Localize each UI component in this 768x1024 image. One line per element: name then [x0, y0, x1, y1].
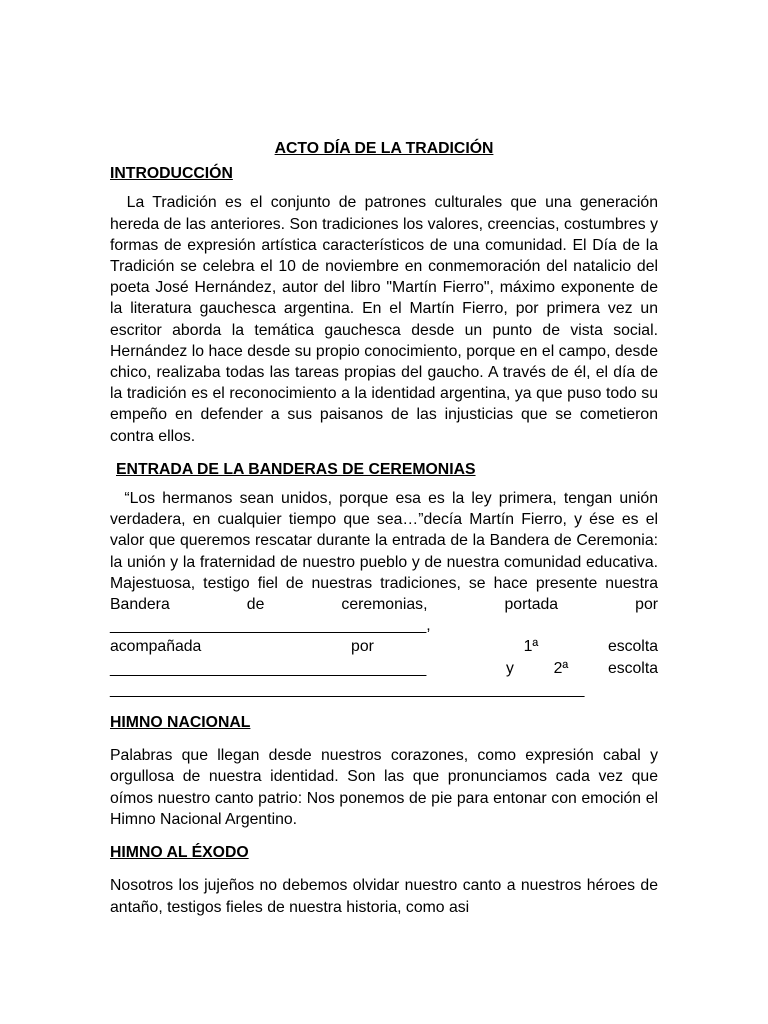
paragraph-himno-exodo: Nosotros los jujeños no debemos olvidar nuestro canto a nuestros héroes de antaño, testigos fieles de nuestra historia, como asi [110, 877, 658, 916]
blank-escolta-2: ______________________________________________________ [110, 680, 585, 698]
word-acompanada: acompañada [110, 638, 202, 656]
word-segunda: 2ª [553, 659, 569, 677]
heading-introduccion: INTRODUCCIÓN [110, 165, 233, 183]
paragraph-himno-nacional: Palabras que llegan desde nuestros corazones, como expresión cabal y orgullosa de nuestra identidad. Son las que pronunciamos cada vez que oímos nuestro canto patrio: Nos ponemos de pie para entonar con emoción el Himno Nacional Argentino. [110, 747, 658, 828]
word-y: y [505, 659, 514, 677]
escolta-line-1 [110, 636, 658, 657]
word-escolta-1: escolta [607, 638, 658, 656]
document-title: ACTO DÍA DE LA TRADICIÓN [274, 140, 494, 157]
paragraph-entrada-banderas: “Los hermanos sean unidos, porque esa es la ley primera, tengan unión verdadera, en cualquier tiempo que sea…”decía Martín Fierro, y ése es el valor que queremos rescatar durante la entrada de la Bandera de Ceremonia: la unión y la fraternidad de nuestro pueblo y de nuestra comunidad educativa. Majestuosa, testigo fiel de nuestras tradiciones, se hace presente nuestra Bandera de ceremonias, portada por ____________________________________, [110, 490, 658, 635]
word-primera: 1ª [523, 638, 539, 656]
document-body [110, 138, 658, 918]
word-por: por [351, 638, 374, 656]
escolta-line-2 [110, 658, 658, 679]
word-escolta-2: escolta [607, 659, 658, 677]
heading-entrada-banderas: ENTRADA DE LA BANDERAS DE CEREMONIAS [116, 460, 476, 478]
paragraph-introduccion: La Tradición es el conjunto de patrones culturales que una generación hereda de las anteriores. Son tradiciones los valores, creencias, costumbres y formas de expresión artística característicos de una comunidad. El Día de la Tradición se celebra el 10 de noviembre en conmemoración del natalicio del poeta José Hernández, autor del libro "Martín Fierro", máximo exponente de la literatura gauchesca argentina. En el Martín Fierro, por primera vez un escritor aborda la temática gauchesca desde un punto de vista social. Hernández lo hace desde su propio conocimiento, porque en el campo, desde chico, realizaba todas las tareas propias del gaucho. A través de él, el día de la tradición es el reconocimiento a la identidad argentina, ya que puso todo su empeño en defender a sus paisanos de las injusticias que se cometieron contra ellos. [110, 194, 658, 445]
blank-escolta-1: ____________________________________ [110, 659, 427, 677]
heading-himno-nacional: HIMNO NACIONAL [110, 714, 251, 732]
heading-himno-exodo: HIMNO AL ÉXODO [110, 844, 249, 862]
